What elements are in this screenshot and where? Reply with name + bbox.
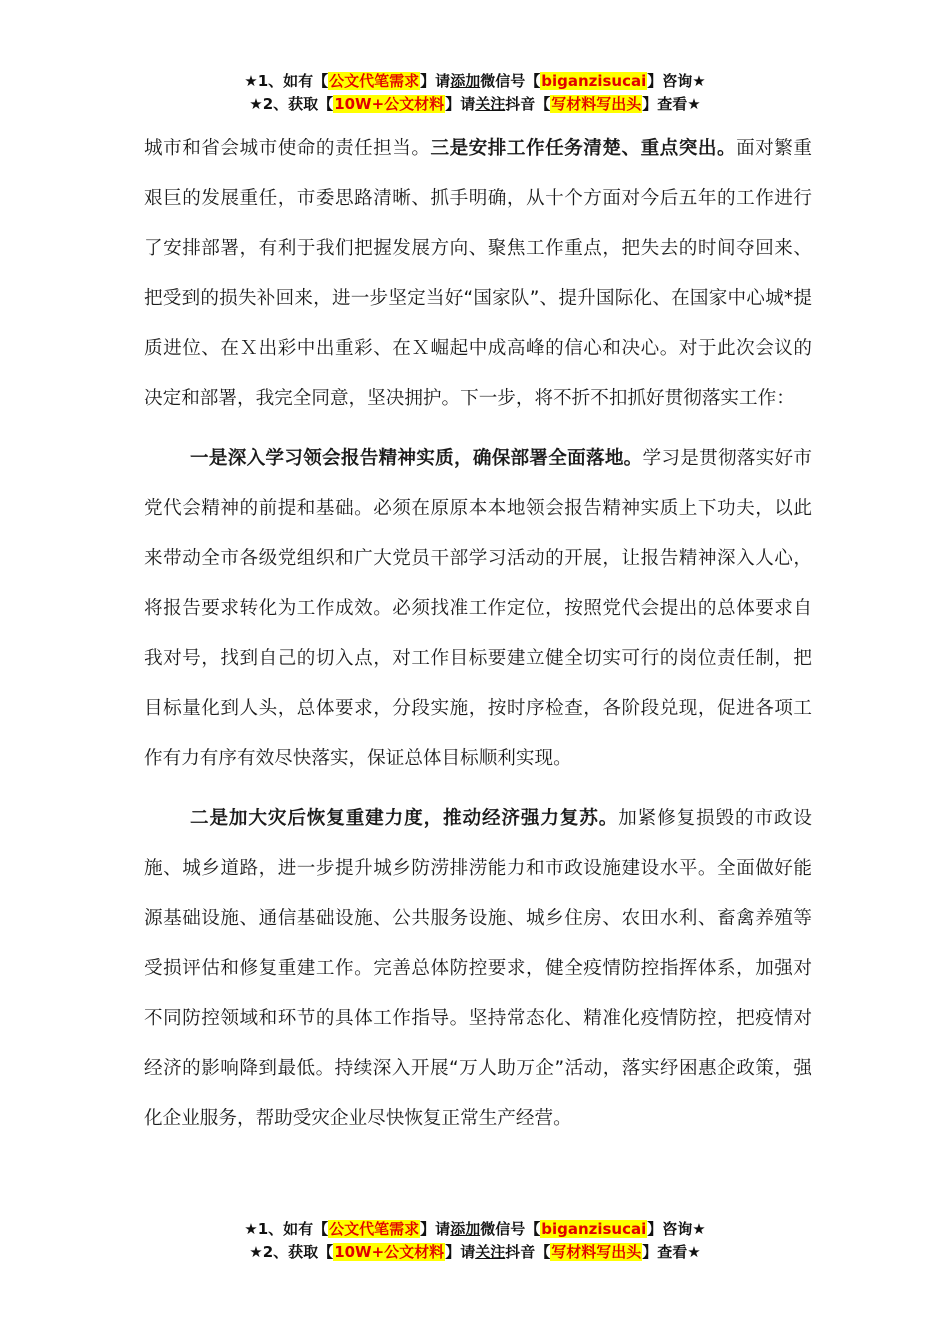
paragraph-point-one bbox=[144, 434, 812, 784]
banner-text: 抖音【 bbox=[505, 1243, 551, 1261]
banner-text: 】查看★ bbox=[642, 95, 701, 113]
highlight-douyin-account: 写材料写出头 bbox=[551, 1243, 642, 1261]
banner-text: ★2、获取【 bbox=[249, 95, 334, 113]
banner-text: ★1、如有【 bbox=[244, 1220, 329, 1238]
banner-line-1 bbox=[0, 1218, 950, 1241]
paragraph-text: 城市和省会城市使命的责任担当。 bbox=[144, 138, 431, 159]
paragraph-text: 面对繁重艰巨的发展重任，市委思路清晰、抓手明确，从十个方面对今后五年的工作进行了安排部署，有利于我们把握发展方向、聚焦工作重点，把失去的时间夺回来、把受到的损失补回来，进一步坚定当好“国家队”、提升国际化、在国家中心城*提质进位、在Ｘ出彩中出重彩、在Ｘ崛起中成高峰的信心和决心。对于此次会议的决定和部署，我完全同意，坚决拥护。下一步，将不折不扣抓好贯彻落实工作： bbox=[144, 138, 812, 409]
banner-underlined: 关注 bbox=[475, 95, 506, 113]
paragraph-heading: 三是安排工作任务清楚、重点突出。 bbox=[430, 138, 737, 159]
banner-text: 】请 bbox=[445, 1243, 476, 1261]
banner-underlined: 关注 bbox=[475, 1243, 506, 1261]
banner-text: 】请 bbox=[420, 72, 451, 90]
banner-text: 】请 bbox=[445, 95, 476, 113]
document-body bbox=[144, 124, 812, 1144]
banner-text: ★2、获取【 bbox=[249, 1243, 334, 1261]
highlight-douyin-account: 写材料写出头 bbox=[551, 95, 642, 113]
highlight-materials: 10W+公文材料 bbox=[334, 95, 445, 113]
highlight-wechat-id: biganzisucai bbox=[541, 1220, 647, 1238]
paragraph-text: 学习是贯彻落实好市党代会精神的前提和基础。必须在原原本本地领会报告精神实质上下功夫，以此来带动全市各级党组织和广大党员干部学习活动的开展，让报告精神深入人心，将报告要求转化为工作成效。必须找准工作定位，按照党代会提出的总体要求自我对号，找到自己的切入点，对工作目标要建立健全切实可行的岗位责任制，把目标量化到人头，总体要求，分段实施，按时序检查，各阶段兑现，促进各项工作有力有序有效尽快落实，保证总体目标顺利实现。 bbox=[144, 448, 812, 769]
highlight-materials: 10W+公文材料 bbox=[334, 1243, 445, 1261]
paragraph-continuation bbox=[144, 124, 812, 424]
banner-line-2 bbox=[0, 1241, 950, 1264]
banner-underlined: 添加 bbox=[450, 72, 481, 90]
banner-line-2 bbox=[0, 93, 950, 116]
banner-line-1 bbox=[0, 70, 950, 93]
banner-text: 】查看★ bbox=[642, 1243, 701, 1261]
paragraph-heading: 二是加大灾后恢复重建力度，推动经济强力复苏。 bbox=[190, 808, 619, 829]
highlight-ghostwriting: 公文代笔需求 bbox=[329, 1220, 420, 1238]
footer-banner bbox=[0, 1218, 950, 1264]
header-banner bbox=[0, 70, 950, 116]
paragraph-point-two bbox=[144, 794, 812, 1144]
banner-text: 微信号【 bbox=[480, 1220, 541, 1238]
banner-text: 】咨询★ bbox=[647, 1220, 706, 1238]
highlight-ghostwriting: 公文代笔需求 bbox=[329, 72, 420, 90]
banner-text: ★1、如有【 bbox=[244, 72, 329, 90]
banner-text: 微信号【 bbox=[480, 72, 541, 90]
banner-text: 抖音【 bbox=[505, 95, 551, 113]
banner-text: 】请 bbox=[420, 1220, 451, 1238]
banner-underlined: 添加 bbox=[450, 1220, 481, 1238]
highlight-wechat-id: biganzisucai bbox=[541, 72, 647, 90]
paragraph-heading: 一是深入学习领会报告精神实质，确保部署全面落地。 bbox=[190, 448, 643, 469]
paragraph-text: 加紧修复损毁的市政设施、城乡道路，进一步提升城乡防涝排涝能力和市政设施建设水平。全面做好能源基础设施、通信基础设施、公共服务设施、城乡住房、农田水利、畜禽养殖等受损评估和修复重建工作。完善总体防控要求，健全疫情防控指挥体系，加强对不同防控领域和环节的具体工作指导。坚持常态化、精准化疫情防控，把疫情对经济的影响降到最低。持续深入开展“万人助万企”活动，落实纾困惠企政策，强化企业服务，帮助受灾企业尽快恢复正常生产经营。 bbox=[144, 808, 812, 1129]
banner-text: 】咨询★ bbox=[647, 72, 706, 90]
